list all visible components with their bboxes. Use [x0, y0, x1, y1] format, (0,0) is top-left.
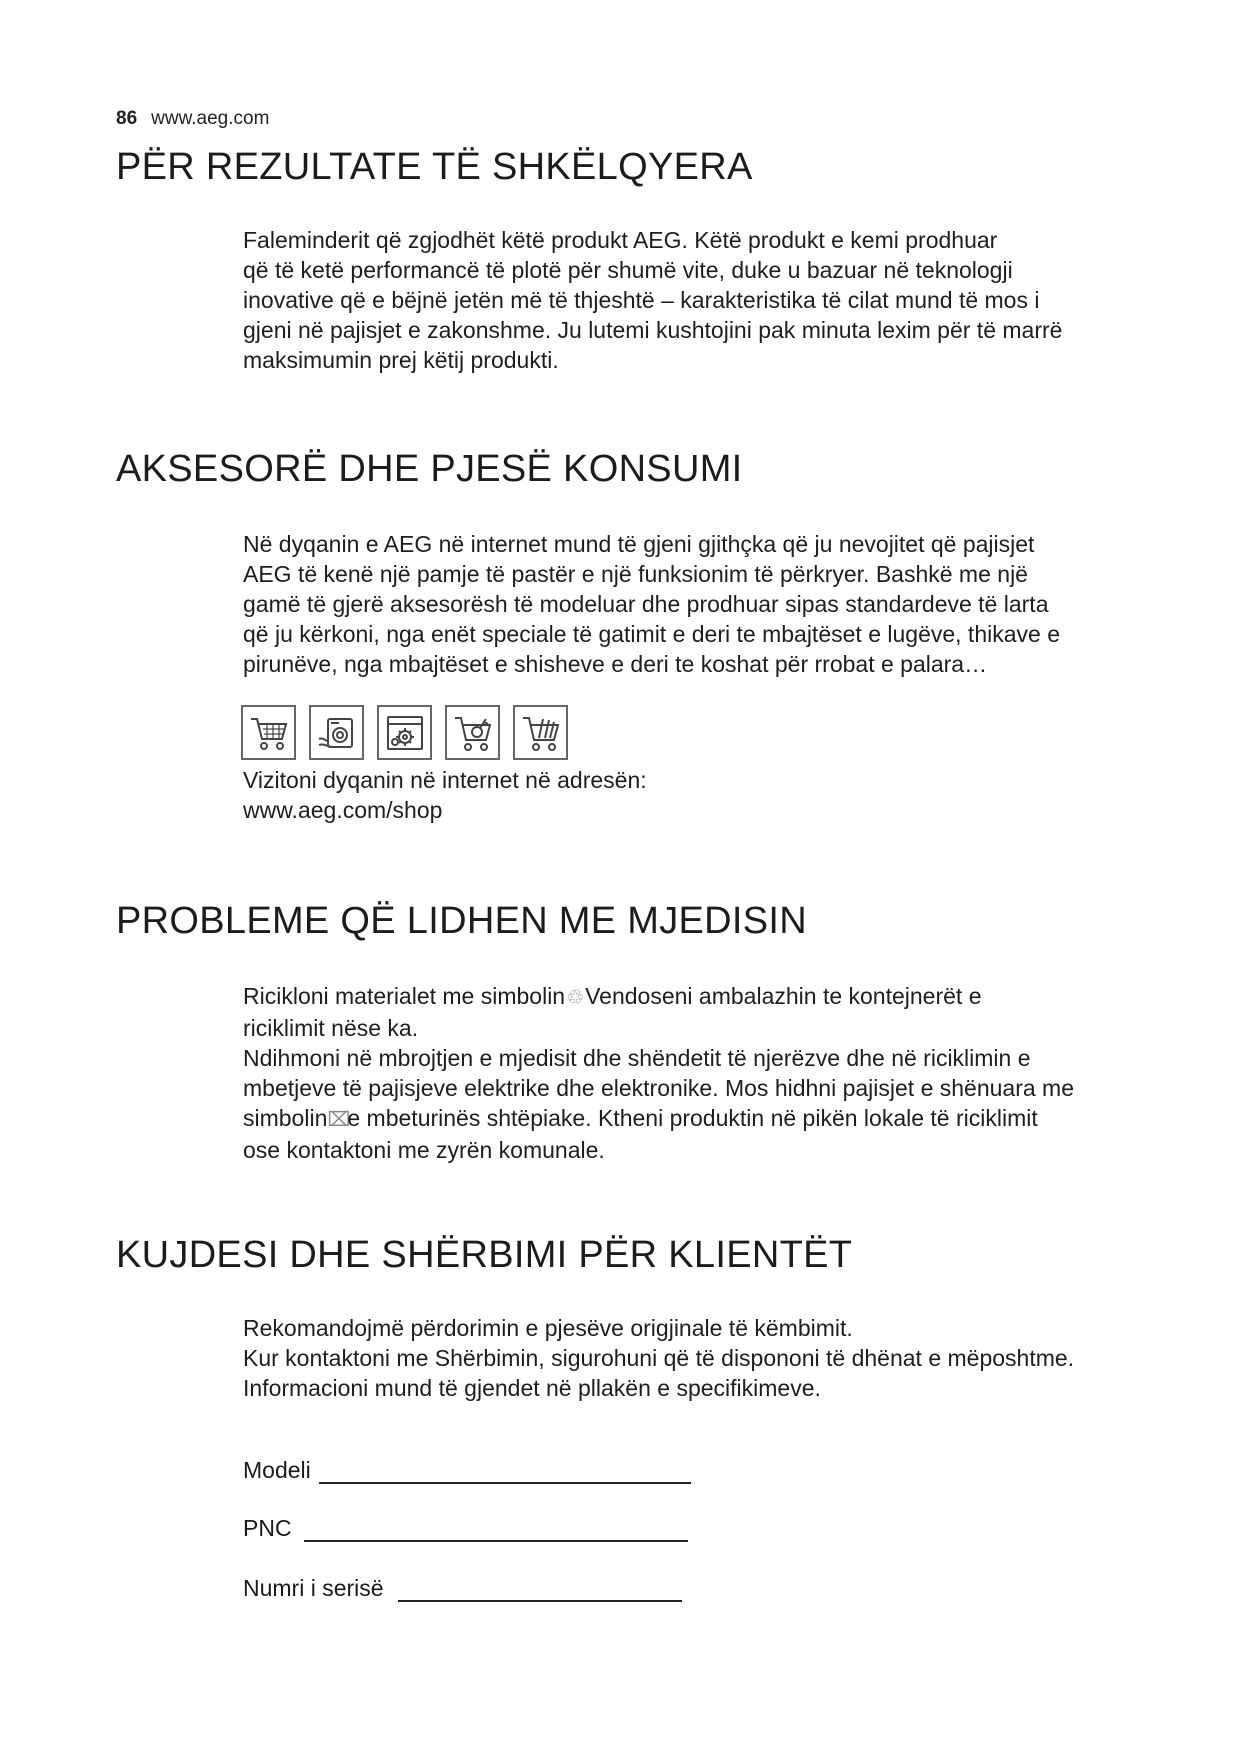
serial-label: Numri i serisë [243, 1575, 384, 1601]
visit-line: Vizitoni dyqanin në internet në adresën: [243, 767, 647, 793]
shop-visit-text [243, 765, 1143, 825]
text-span: Vendoseni ambalazhin te kontejnerët e [585, 983, 982, 1009]
cart-utensils-icon [513, 705, 568, 760]
text-span: Ricikloni materialet me simbolin [243, 983, 566, 1009]
text-line: Rekomandojmë përdorimin e pjesëve origjinale të këmbimit. [243, 1315, 853, 1341]
section-title-customer-care: KUJDESI DHE SHËRBIMI PËR KLIENTËT [116, 1234, 853, 1276]
header-url: www.aeg.com [151, 108, 270, 129]
results-paragraph [243, 225, 1143, 375]
section-title-results: PËR REZULTATE TË SHKËLQYERA [116, 146, 753, 188]
text-line [243, 981, 1143, 1013]
text-line: riciklimit nëse ka. [243, 1015, 419, 1041]
text-line: Faleminderit që zgjodhët këtë produkt AEG. Këtë produkt e kemi prodhuar [243, 227, 998, 253]
accessories-paragraph [243, 529, 1143, 679]
text-line [243, 1103, 1143, 1135]
serial-blank-line [398, 1574, 682, 1602]
text-line: ose kontaktoni me zyrën komunale. [243, 1137, 605, 1163]
section-title-environment: PROBLEME QË LIDHEN ME MJEDISIN [116, 900, 808, 942]
serial-field [243, 1574, 682, 1602]
text-line: që të ketë performancë të plotë për shumë vite, duke u bazuar në teknologji [243, 257, 1013, 283]
pnc-field [243, 1514, 688, 1542]
recycle-icon: ♲ [566, 987, 585, 1009]
pnc-blank-line [304, 1514, 688, 1542]
pnc-label: PNC [243, 1515, 292, 1541]
shop-url: www.aeg.com/shop [243, 797, 443, 823]
cart-cleaning-icon [445, 705, 500, 760]
page-number: 86 [116, 108, 138, 129]
text-line: Kur kontaktoni me Shërbimin, sigurohuni që të dispononi të dhënat e mëposhtme. [243, 1345, 1075, 1371]
text-line: Informacioni mund të gjendet në pllakën e specifikimeve. [243, 1375, 821, 1401]
washing-machine-hand-icon [309, 705, 364, 760]
text-line: AEG të kenë një pamje të pastër e një funksionim të përkryer. Bashkë me një [243, 561, 1028, 587]
text-span: e mbeturinës shtëpiake. Ktheni produktin në pikën lokale të riciklimit [347, 1105, 1038, 1131]
text-line: gamë të gjerë aksesorësh të modeluar dhe prodhuar sipas standardeve të larta [243, 591, 1049, 617]
model-label: Modeli [243, 1457, 311, 1483]
text-line: Në dyqanin e AEG në internet mund të gjeni gjithçka që ju nevojitet që pajisjet [243, 531, 1035, 557]
page-header [116, 108, 269, 130]
customer-care-paragraph [243, 1313, 1143, 1403]
model-blank-line [319, 1456, 691, 1484]
shopping-cart-icon [241, 705, 296, 760]
text-line: që ju kërkoni, nga enët speciale të gatimit e deri te mbajtëset e lugëve, thikave e [243, 621, 1060, 647]
crossed-bin-icon: ⌧ [327, 1109, 351, 1131]
environment-paragraph [243, 981, 1143, 1165]
text-line: inovative që e bëjnë jetën më të thjeshtë – karakteristika të cilat mund të mos i [243, 287, 1040, 313]
text-span: simbolin [243, 1105, 328, 1131]
text-line: Ndihmoni në mbrojtjen e mjedisit dhe shëndetit të njerëzve dhe në riciklimin e [243, 1045, 1031, 1071]
model-field [243, 1456, 691, 1484]
oven-settings-icon [377, 705, 432, 760]
text-line: maksimumin prej këtij produkti. [243, 347, 559, 373]
text-line: mbetjeve të pajisjeve elektrike dhe elektronike. Mos hidhni pajisjet e shënuara me [243, 1075, 1075, 1101]
text-line: pirunëve, nga mbajtëset e shisheve e deri te koshat për rrobat e palara… [243, 651, 988, 677]
text-line: gjeni në pajisjet e zakonshme. Ju lutemi kushtojini pak minuta lexim për të marrë [243, 317, 1063, 343]
shop-icons-row [241, 705, 568, 760]
section-title-accessories: AKSESORË DHE PJESË KONSUMI [116, 448, 743, 490]
